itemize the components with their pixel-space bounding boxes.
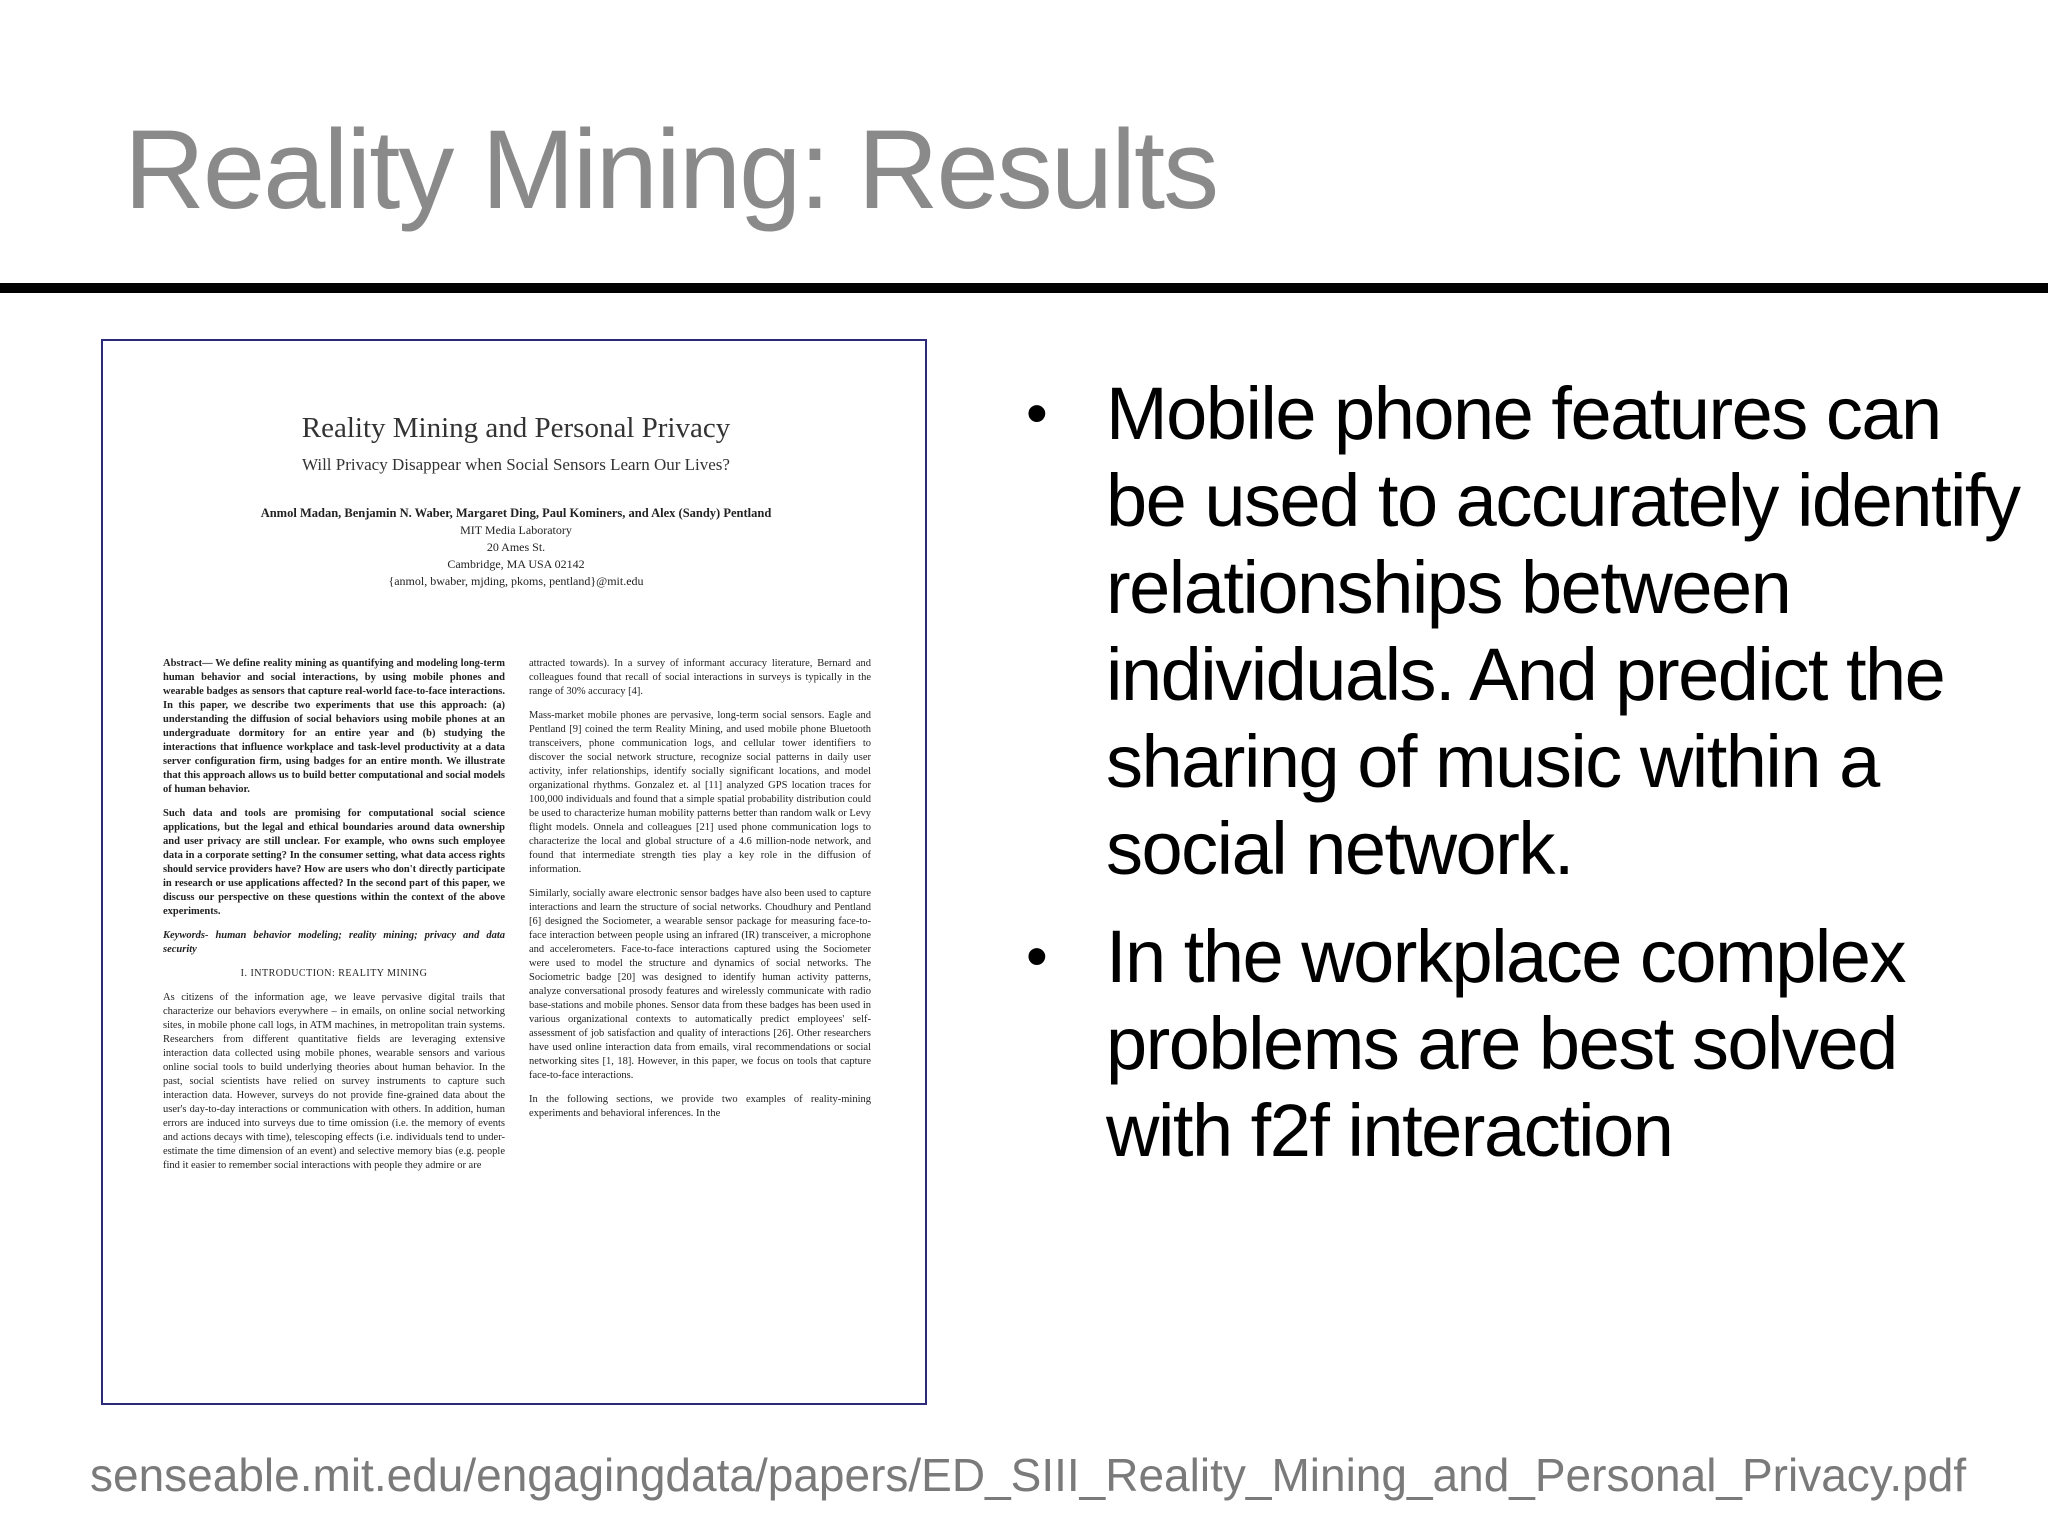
paper-subtitle: Will Privacy Disappear when Social Sensors Learn Our Lives? <box>302 455 730 474</box>
bullet-marker: • <box>1026 379 1047 448</box>
bullet-list <box>1022 370 2022 1195</box>
paper-authors: Anmol Madan, Benjamin N. Waber, Margaret Ding, Paul Kominers, and Alex (Sandy) Pentland <box>260 506 772 520</box>
paper-header <box>103 412 929 589</box>
bullet-text: In the workplace complex problems are best solved with f2f interaction <box>1106 915 1905 1172</box>
paper-abstract: Abstract— We define reality mining as quantifying and modeling long-term human behavior and social interactions, by using mobile phones and wearable badges as sensors that capture real-world face-to-face interactions. In this paper, we describe two experiments that use this approach: (a) understanding the diffusion of social behaviors using mobile phones at an undergraduate dormitory for an entire year and (b) studying the interactions that influence workplace and task-level productivity at a data server configuration firm, using badges for an entire month. We illustrate that this approach allows us to build better computational and social models of human behavior. <box>163 658 505 795</box>
paper-paragraph: Similarly, socially aware electronic sensor badges have also been used to capture interactions and learn the structure of social networks. Choudhury and Pentland [6] designed the Sociometer, a wearable sensor package for measuring face-to-face interaction between people using an infrared (IR) transceiver, a microphone and accelerometers. Face-to-face interactions captured using the Sociometer were used to model the structure and dynamics of social networks. The Sociometric badge [20] was designed to identify human activity patterns, analyze conversational prosody features and wirelessly communicate with radio base-stations and mobile phones. Sensor data from these badges has been used in various organizational contexts to automatically predict employees' self-assessment of job satisfaction and quality of interactions [26]. Other researchers have used online interaction data from emails, viral recommendations or social networking sites [1, 18]. However, in this paper, we focus on tools that capture face-to-face interactions. <box>529 888 871 1081</box>
paper-right-column <box>529 657 871 1387</box>
title-divider <box>0 283 2048 293</box>
paper-abstract-continued: Such data and tools are promising for computational social science applications, but the legal and ethical boundaries around data ownership and user privacy are still unclear. For example, who owns such employee data in a corporate setting? In the consumer setting, what data access rights should service providers have? How are users who don't directly participate in research or use applications affected? In the second part of this paper, we discuss our perspective on these questions within the context of the above experiments. <box>163 808 505 917</box>
paper-body <box>163 657 871 1387</box>
paper-title: Reality Mining and Personal Privacy <box>301 412 731 444</box>
source-url: senseable.mit.edu/engagingdata/papers/ED_SIII_Reality_Mining_and_Personal_Privacy.pdf <box>90 1449 1967 1501</box>
paper-left-column <box>163 657 505 1387</box>
bullet-text: Mobile phone features can be used to accurately identify relationships between individuals. And predict the sharing of music within a social network. <box>1106 372 2020 890</box>
bullet-marker: • <box>1026 922 1047 991</box>
slide-title: Reality Mining: Results <box>124 107 1218 232</box>
paper-affiliation-line: {anmol, bwaber, mjding, pkoms, pentland}@mit.edu <box>388 574 644 588</box>
paper-thumbnail <box>101 339 927 1405</box>
paper-section-heading: I. INTRODUCTION: REALITY MINING <box>240 968 428 979</box>
paper-affiliation-line: 20 Ames St. <box>486 540 546 554</box>
paper-affiliation-line: Cambridge, MA USA 02142 <box>447 557 585 571</box>
bullet-item <box>1022 913 2022 1174</box>
paper-keywords: Keywords- human behavior modeling; reality mining; privacy and data security <box>163 930 505 955</box>
paper-paragraph: In the following sections, we provide two examples of reality-mining experiments and behavioral inferences. In the <box>529 1094 871 1119</box>
bullet-item <box>1022 370 2022 892</box>
paper-affiliation-line: MIT Media Laboratory <box>460 523 572 537</box>
paper-intro: As citizens of the information age, we leave pervasive digital trails that characterize our behaviors everywhere – in emails, on online social networking sites, in mobile phone call logs, in ATM machines, in metropolitan train systems. Researchers from different quantitative fields are leveraging extensive interaction data collected using mobile phones, wearable sensors and various online social tools to build underlying theories about human behavior. In the past, social scientists have relied on survey instruments to capture such interaction data. However, surveys do not provide fine-grained data about the user's day-to-day interactions or communication with others. In addition, human errors are induced into surveys due to time omission (i.e. the memory of events and actions decays with time), telescoping effects (i.e. individuals tend to under-estimate the time dimension of an event) and selective memory bias (e.g. people find it easier to remember social interactions with people they admire or are <box>163 992 505 1171</box>
paper-paragraph: Mass-market mobile phones are pervasive, long-term social sensors. Eagle and Pentland [9] coined the term Reality Mining, and used mobile phone Bluetooth transceivers, phone communication logs, and cellular tower identifiers to discover the social network structure, recognize social patterns in daily user activity, infer relationships, identify socially significant locations, and model organizational rhythms. Gonzalez et. al [11] analyzed GPS location traces for 100,000 individuals and found that a simple spatial probability distribution could be used to characterize human mobility patterns better than random walk or Levy flight models. Onnela and colleagues [21] used phone communication logs to characterize the local and global structure of a 4.6 million-node network, and found that intermediate strength ties play a key role in the diffusion of information. <box>529 710 871 875</box>
paper-paragraph: attracted towards). In a survey of informant accuracy literature, Bernard and colleagues found that recall of social interactions in surveys is typically in the range of 30% accuracy [4]. <box>529 658 871 697</box>
